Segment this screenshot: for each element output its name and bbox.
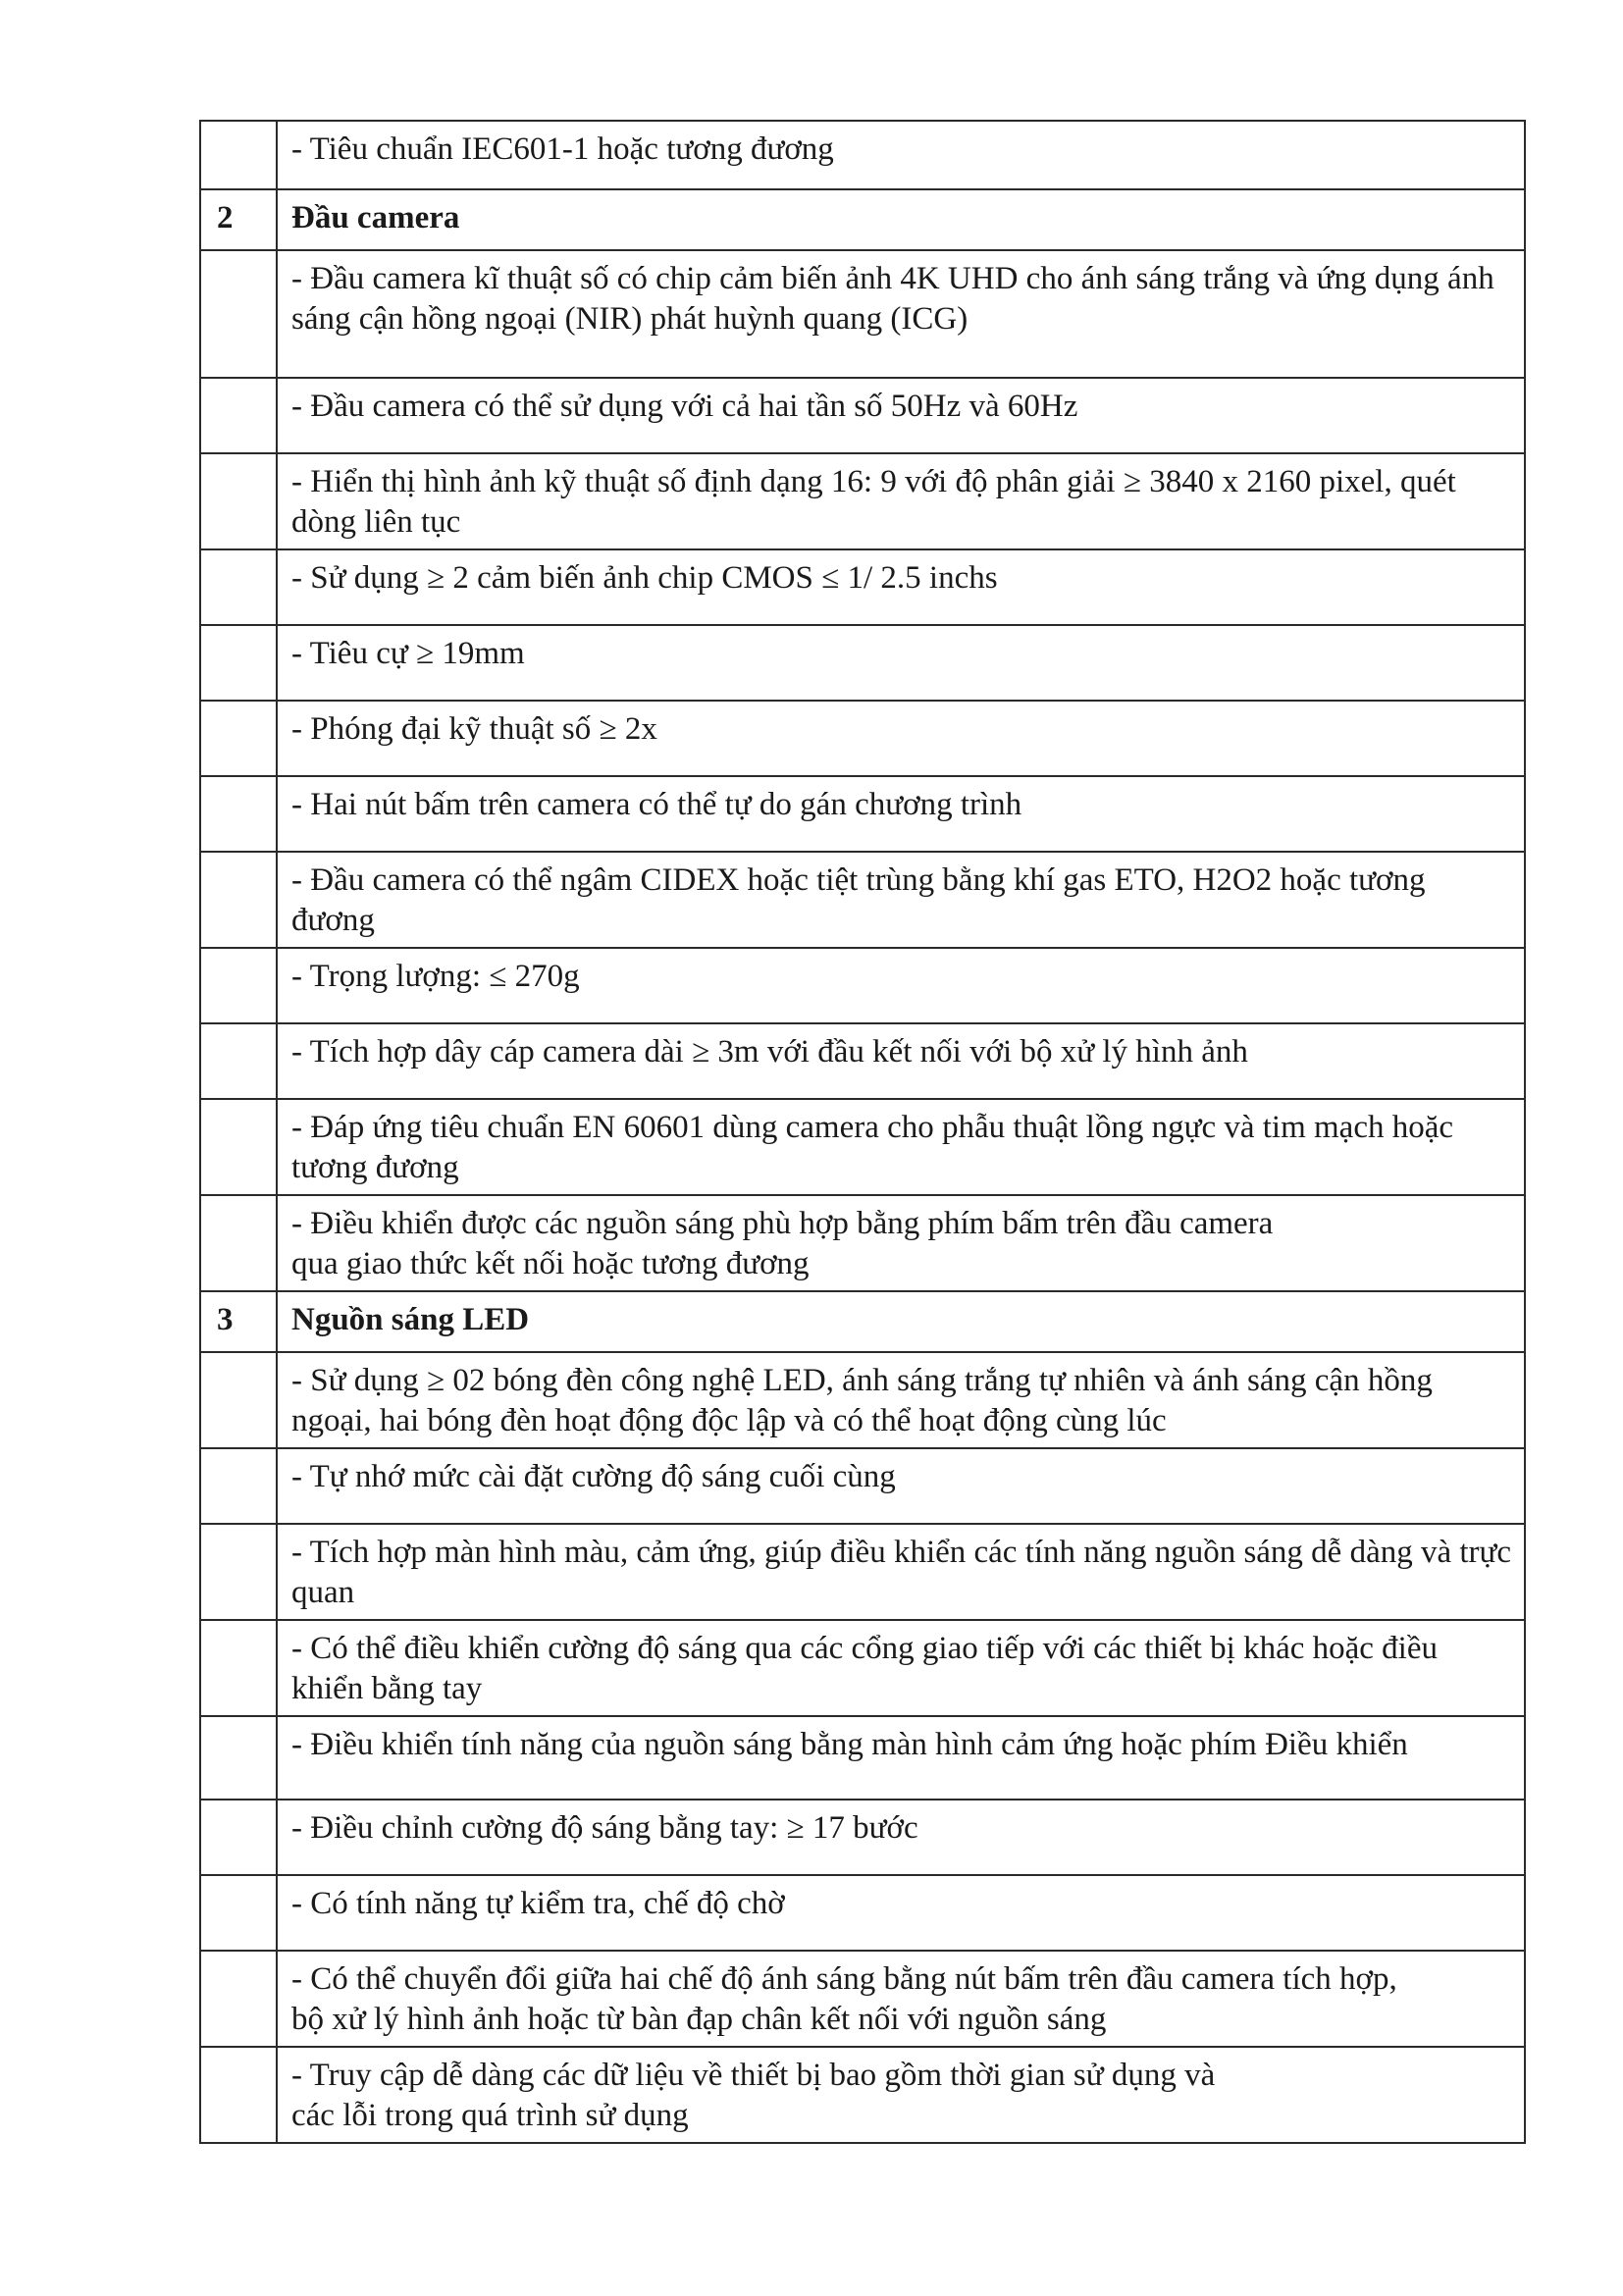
row-number-cell: [200, 549, 277, 625]
row-number-cell: [200, 1352, 277, 1448]
spec-text-cell: - Đầu camera có thể ngâm CIDEX hoặc tiệt trùng bằng khí gas ETO, H2O2 hoặc tương đương: [277, 852, 1525, 948]
table-row: [200, 1951, 1525, 2047]
table-row: [200, 1352, 1525, 1448]
row-number-cell: [200, 948, 277, 1023]
row-number-cell: [200, 250, 277, 378]
table-row: [200, 250, 1525, 378]
spec-text-cell: - Có tính năng tự kiểm tra, chế độ chờ: [277, 1875, 1525, 1951]
table-row: [200, 1524, 1525, 1620]
row-number-cell: 3: [200, 1291, 277, 1352]
row-number-cell: [200, 701, 277, 776]
table-row: [200, 625, 1525, 701]
section-title-cell: Nguồn sáng LED: [277, 1291, 1525, 1352]
table-row: [200, 1875, 1525, 1951]
row-number-cell: [200, 121, 277, 189]
spec-text-cell: - Có thể điều khiển cường độ sáng qua các cổng giao tiếp với các thiết bị khác hoặc điều khiển bằng tay: [277, 1620, 1525, 1716]
row-number-cell: [200, 453, 277, 549]
table-row: [200, 1620, 1525, 1716]
table-row: [200, 1195, 1525, 1291]
section-row: [200, 189, 1525, 250]
table-row: [200, 1023, 1525, 1099]
spec-text-cell: - Tiêu chuẩn IEC601-1 hoặc tương đương: [277, 121, 1525, 189]
table-row: [200, 852, 1525, 948]
row-number-cell: [200, 1448, 277, 1524]
table-row: [200, 1800, 1525, 1875]
spec-table-body: [200, 121, 1525, 2143]
spec-text-cell: - Đáp ứng tiêu chuẩn EN 60601 dùng camera cho phẫu thuật lồng ngực và tim mạch hoặc tương đương: [277, 1099, 1525, 1195]
spec-text-cell: - Tự nhớ mức cài đặt cường độ sáng cuối cùng: [277, 1448, 1525, 1524]
row-number-cell: [200, 378, 277, 453]
table-row: [200, 549, 1525, 625]
table-row: [200, 1716, 1525, 1800]
row-number-cell: [200, 852, 277, 948]
table-row: [200, 701, 1525, 776]
spec-text-cell: - Điều chỉnh cường độ sáng bằng tay: ≥ 17 bước: [277, 1800, 1525, 1875]
spec-text-cell: - Điều khiển được các nguồn sáng phù hợp bằng phím bấm trên đầu camera qua giao thức kết nối hoặc tương đương: [277, 1195, 1525, 1291]
table-row: [200, 776, 1525, 852]
row-number-cell: [200, 1195, 277, 1291]
spec-text-cell: - Trọng lượng: ≤ 270g: [277, 948, 1525, 1023]
spec-text-cell: - Tích hợp màn hình màu, cảm ứng, giúp điều khiển các tính năng nguồn sáng dễ dàng và trực quan: [277, 1524, 1525, 1620]
row-number-cell: [200, 625, 277, 701]
table-row: [200, 948, 1525, 1023]
section-row: [200, 1291, 1525, 1352]
row-number-cell: [200, 1620, 277, 1716]
spec-text-cell: - Có thể chuyển đổi giữa hai chế độ ánh sáng bằng nút bấm trên đầu camera tích hợp, bộ xử lý hình ảnh hoặc từ bàn đạp chân kết nối với nguồn sáng: [277, 1951, 1525, 2047]
spec-text-cell: - Truy cập dễ dàng các dữ liệu về thiết bị bao gồm thời gian sử dụng và các lỗi trong quá trình sử dụng: [277, 2047, 1525, 2143]
spec-text-cell: - Điều khiển tính năng của nguồn sáng bằng màn hình cảm ứng hoặc phím Điều khiển: [277, 1716, 1525, 1800]
table-row: [200, 2047, 1525, 2143]
table-row: [200, 121, 1525, 189]
row-number-cell: [200, 1875, 277, 1951]
spec-text-cell: - Tích hợp dây cáp camera dài ≥ 3m với đầu kết nối với bộ xử lý hình ảnh: [277, 1023, 1525, 1099]
row-number-cell: [200, 2047, 277, 2143]
spec-text-cell: - Tiêu cự ≥ 19mm: [277, 625, 1525, 701]
table-row: [200, 378, 1525, 453]
row-number-cell: [200, 776, 277, 852]
row-number-cell: [200, 1099, 277, 1195]
row-number-cell: [200, 1800, 277, 1875]
spec-text-cell: - Sử dụng ≥ 02 bóng đèn công nghệ LED, ánh sáng trắng tự nhiên và ánh sáng cận hồng ngoại, hai bóng đèn hoạt động độc lập và có thể hoạt động cùng lúc: [277, 1352, 1525, 1448]
spec-text-cell: - Hai nút bấm trên camera có thể tự do gán chương trình: [277, 776, 1525, 852]
table-row: [200, 1448, 1525, 1524]
spec-text-cell: - Phóng đại kỹ thuật số ≥ 2x: [277, 701, 1525, 776]
spec-table: [199, 120, 1526, 2144]
section-title-cell: Đầu camera: [277, 189, 1525, 250]
table-row: [200, 1099, 1525, 1195]
row-number-cell: [200, 1716, 277, 1800]
row-number-cell: 2: [200, 189, 277, 250]
row-number-cell: [200, 1524, 277, 1620]
row-number-cell: [200, 1951, 277, 2047]
spec-text-cell: - Sử dụng ≥ 2 cảm biến ảnh chip CMOS ≤ 1/ 2.5 inchs: [277, 549, 1525, 625]
row-number-cell: [200, 1023, 277, 1099]
table-row: [200, 453, 1525, 549]
spec-text-cell: - Hiển thị hình ảnh kỹ thuật số định dạng 16: 9 với độ phân giải ≥ 3840 x 2160 pixel, quét dòng liên tục: [277, 453, 1525, 549]
spec-text-cell: - Đầu camera kĩ thuật số có chip cảm biến ảnh 4K UHD cho ánh sáng trắng và ứng dụng ánh sáng cận hồng ngoại (NIR) phát huỳnh quang (ICG): [277, 250, 1525, 378]
spec-text-cell: - Đầu camera có thể sử dụng với cả hai tần số 50Hz và 60Hz: [277, 378, 1525, 453]
